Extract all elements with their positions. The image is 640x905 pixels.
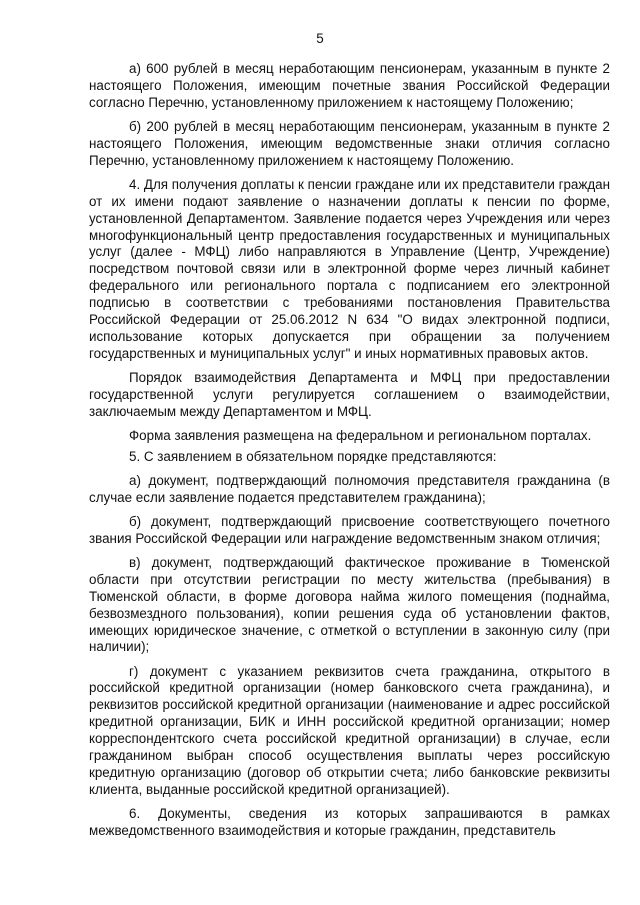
paragraph-5b-honorary-title: б) документ, подтверждающий присвоение соответствующего почетного звания Российской Федерации или награждение ведомственным знаком отличия;: [89, 513, 610, 546]
paragraph-5v-residence: в) документ, подтверждающий фактическое проживание в Тюменской области при отсутствии регистрации по месту жительства (пребывания) в Тюменской области, в форме договора найма жилого помещения (поднайма, безвозмездного пользования), копии решения суда об установлении фактов, имеющих юридическое значение, с отметкой о вступлении в законную силу (при наличии);: [89, 554, 610, 655]
paragraph-6-interagency: 6. Документы, сведения из которых запрашиваются в рамках межведомственного взаимодействия и которые гражданин, представитель: [89, 805, 610, 838]
page-number: 5: [316, 31, 324, 46]
paragraph-interaction-order: Порядок взаимодействия Департамента и МФЦ при предоставлении государственной услуги регулируется соглашением о взаимодействии, заключаемым между Департаментом и МФЦ.: [89, 369, 610, 419]
paragraph-5-required-docs: 5. С заявлением в обязательном порядке представляются:: [129, 448, 497, 464]
paragraph-b-200: б) 200 рублей в месяц неработающим пенсионерам, указанным в пункте 2 настоящего Положения, имеющим ведомственные знаки отличия согласно Перечню, установленному приложением к настоящему Положению.: [89, 118, 610, 168]
paragraph-4-application: 4. Для получения доплаты к пенсии граждане или их представители граждан от их имени подают заявление о назначении доплаты к пенсии по форме, установленной Департаментом. Заявление подается через Учреждения или через многофункциональный центр предоставления государственных и муниципальных услуг (далее - МФЦ) либо направляются в Управление (Центр, Учреждение) посредством почтовой связи или в электронной форме через личный кабинет федерального или регионального портала с подписанием его электронной подписью в соответствии с требованиями постановления Правительства Российской Федерации от 25.06.2012 N 634 "О видах электронной подписи, использование которых допускается при обращении за получением государственных и муниципальных услуг" и иных нормативных правовых актов.: [89, 176, 610, 361]
document-body: [89, 61, 610, 847]
paragraph-a-600: а) 600 рублей в месяц неработающим пенсионерам, указанным в пункте 2 настоящего Положения, имеющим почетные звания Российской Федерации согласно Перечню, установленному приложением к настоящему Положению;: [89, 61, 610, 110]
paragraph-5g-bank-account: г) документ с указанием реквизитов счета гражданина, открытого в российской кредитной организации (номер банковского счета гражданина), и реквизитов российской кредитной организации (наименование и адрес российской кредитной организации, БИК и ИНН российской кредитной организации; номер корреспондентского счета российской кредитной организации) в случае, если гражданином выбран способ осуществления выплаты через российскую кредитную организацию (договор об открытии счета; либо банковские реквизиты клиента, выданные российской кредитной организацией).: [89, 663, 610, 797]
paragraph-5a-representative: а) документ, подтверждающий полномочия представителя гражданина (в случае если заявление подается представителем гражданина);: [89, 472, 610, 505]
paragraph-form-portals: Форма заявления размещена на федеральном и региональном порталах.: [129, 427, 592, 443]
